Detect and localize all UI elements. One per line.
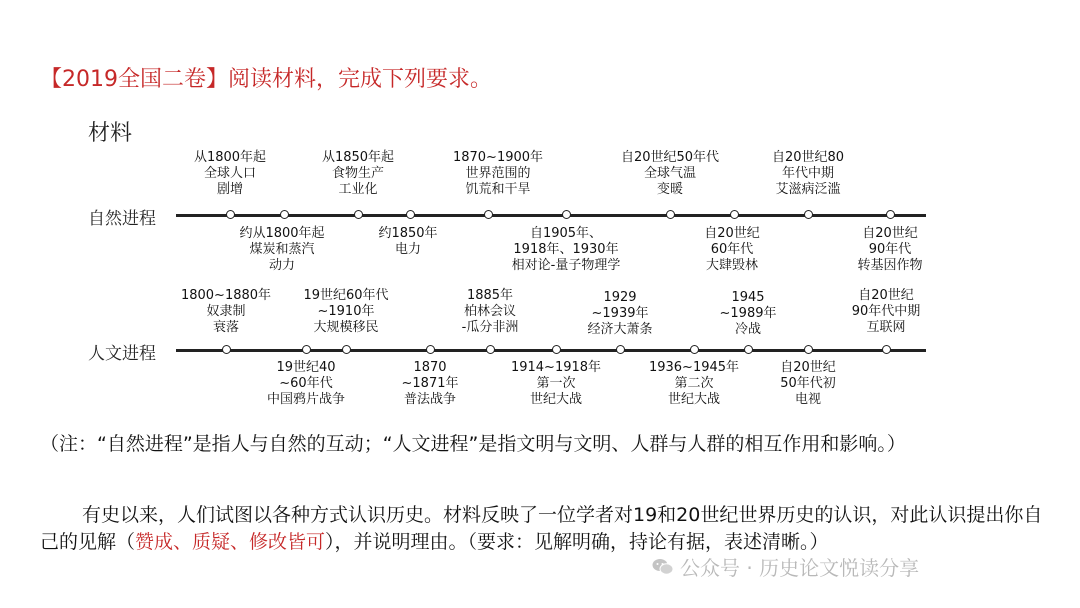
natural-event-below: 自20世纪 60年代 大肆毁林	[704, 226, 760, 273]
natural-event-below: 自1905年、 1918年、1930年 相对论-量子物理学	[511, 226, 621, 273]
question-highlight: 赞成、质疑、修改皆可	[135, 531, 326, 553]
human-event-below: 1936~1945年 第二次 世纪大战	[648, 360, 740, 407]
human-event-below: 自20世纪 50年代初 电视	[780, 360, 836, 407]
timeline-dot	[562, 210, 571, 219]
timeline-dot	[730, 210, 739, 219]
timeline-dot	[484, 210, 493, 219]
timeline-dot	[486, 345, 495, 354]
natural-event-above: 1870~1900年 世界范围的 饥荒和干旱	[452, 150, 544, 197]
material-label: 材料	[88, 121, 133, 146]
timeline-dot	[804, 345, 813, 354]
human-event-above: 1885年 柏林会议 -瓜分非洲	[461, 288, 519, 335]
timeline-dot	[666, 210, 675, 219]
human-event-below: 1870 ~1871年 普法战争	[401, 360, 459, 407]
timeline-dot	[222, 345, 231, 354]
timeline-dot	[354, 210, 363, 219]
timeline-dot	[280, 210, 289, 219]
human-event-above: 自20世纪 90年代中期 互联网	[851, 288, 921, 335]
timeline-dot	[690, 345, 699, 354]
timeline-dot	[744, 345, 753, 354]
natural-event-above: 自20世纪50年代 全球气温 变暖	[620, 150, 720, 197]
natural-event-above: 从1800年起 全球人口 剧增	[193, 150, 267, 197]
timeline-dot	[342, 345, 351, 354]
human-event-below: 1914~1918年 第一次 世纪大战	[510, 360, 602, 407]
timeline-dot	[406, 210, 415, 219]
watermark-text: 公众号 · 历史论文悦读分享	[680, 556, 920, 580]
question-text-part2: ），并说明理由。（要求：见解明确，持论有据，表述清晰。）	[325, 531, 829, 553]
natural-event-below: 约从1800年起 煤炭和蒸汽 动力	[239, 226, 325, 273]
natural-event-below: 自20世纪 90年代 转基因作物	[857, 226, 923, 273]
human-event-above: 19世纪60年代 ~1910年 大规模移民	[303, 288, 389, 335]
timeline-dot	[616, 345, 625, 354]
timeline-dot	[882, 345, 891, 354]
human-event-below: 19世纪40 ~60年代 中国鸦片战争	[266, 360, 346, 407]
natural-event-below: 约1850年 电力	[378, 226, 438, 257]
timeline-dot	[804, 210, 813, 219]
natural-event-above: 自20世纪80 年代中期 艾滋病泛滥	[771, 150, 845, 197]
natural-process-label: 自然进程	[88, 209, 156, 229]
question-text-part1: 有史以来，人们试图以各种方式认识历史。材料反映了一位学者对19和20世纪世界历史的认识，对此认识提出你自己的见解（	[40, 504, 1043, 553]
timeline-dot	[302, 345, 311, 354]
watermark	[652, 552, 919, 581]
question-title: 【2019全国二卷】阅读材料，完成下列要求。	[40, 67, 492, 92]
timeline-dot	[226, 210, 235, 219]
human-event-above: 1945 ~1989年 冷战	[719, 290, 777, 337]
human-process-line	[176, 349, 926, 352]
human-event-above: 1800~1880年 奴隶制 衰落	[180, 288, 272, 335]
human-event-above: 1929 ~1939年 经济大萧条	[587, 290, 653, 337]
timeline-dot	[426, 345, 435, 354]
timeline-dot	[886, 210, 895, 219]
question-paragraph	[40, 502, 1060, 556]
natural-event-above: 从1850年起 食物生产 工业化	[321, 150, 395, 197]
material-note: （注：“自然进程”是指人与自然的互动；“人文进程”是指文明与文明、人群与人群的相互作用和影响。）	[40, 433, 906, 455]
wechat-icon	[652, 558, 674, 576]
human-process-label: 人文进程	[88, 344, 156, 364]
timeline-dot	[552, 345, 561, 354]
